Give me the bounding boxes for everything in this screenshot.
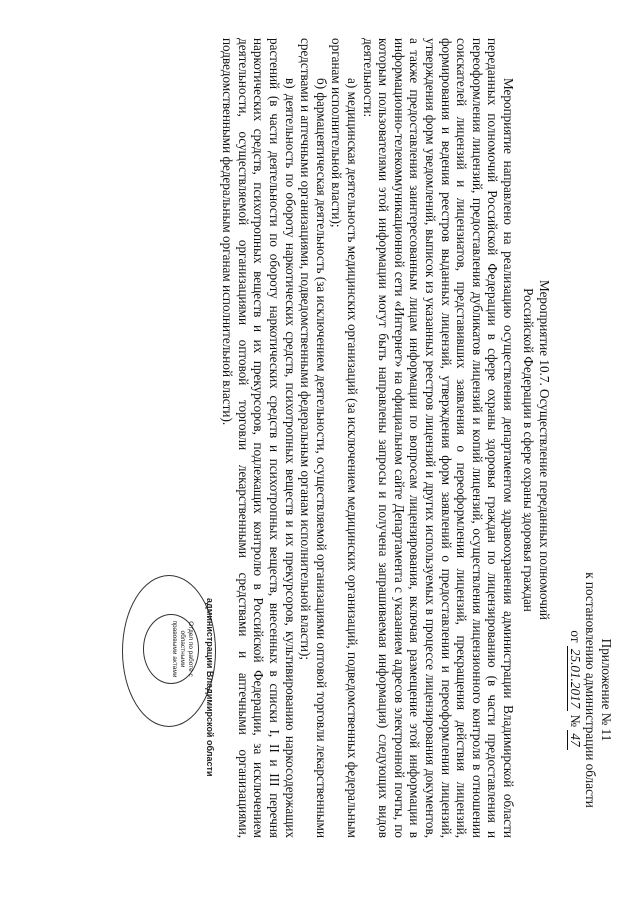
title-line-1: Мероприятие 10.7. Осуществление переданных полномочий — [537, 280, 552, 620]
number-value: 47 — [567, 730, 583, 749]
appendix-number: Приложение № 11 — [599, 638, 614, 742]
paragraph-c: в) деятельность по обороту наркотических средств, психотропных веществ и их прекурсоров, культивированию наркосодержащих растений (в части деятельности по обороту наркотических средств и психотропных веществ, внесенных в списки I, II и III перечня наркотических средств, психотропных веществ и их прекурсоров, подлежащих контролю в Российской Федерации, за исключением деятельности, осуществляемой организациями оптовой торговли лекарственными средствами и аптечными организациями, подведомственными федеральным органам исполнительной власти). — [220, 38, 298, 838]
document-title — [521, 170, 552, 730]
date-prefix: от — [567, 630, 583, 643]
rotated-sheet — [20, 20, 620, 880]
date-value: 25.01.2017 — [567, 646, 583, 711]
appendix-header — [567, 540, 614, 840]
paragraph-intro: Мероприятие направлено на реализацию осуществления департаментом здравоохранения администрации Владимирской области переданных полномочий Российской Федерации в сфере охраны здоровья граждан по лицензированию (в части предоставления и переоформления лицензий, предоставления дубликатов лицензий и копий лицензий, осуществления лицензионного контроля в отношении соискателей лицензий и лицензиатов, представивших заявления о переоформлении лицензий, прекращения действия лицензий, формирования и ведения реестров выданных лицензий, утверждения форм заявлений о предоставлении и переоформлении лицензий, утверждения форм уведомлений, выписок из указанных реестров лицензий и других используемых в процессе лицензирования документов, а также предоставления заинтересованным лицам информации по вопросам лицензирования, включая размещение этой информации в информационно-телекоммуникационной сети «Интернет» на официальном сайте Департамента с указанием адресов электронной почты, по которым пользователями этой информации могут быть направлены запросы и получена запрашиваемая информация) следующих видов деятельности: — [360, 38, 516, 838]
stamp-inner-text: Отдел по работе с областными правовыми актами — [143, 614, 199, 684]
resolution-line: к постановлению администрации области — [583, 572, 599, 808]
number-prefix: № — [567, 714, 583, 728]
stamp-ring-text: администрации Владимирской области — [205, 598, 215, 777]
title-line-2: Российской Федерации в сфере охраны здоровья граждан — [521, 288, 537, 612]
date-line — [567, 540, 583, 840]
paragraph-a: а) медицинская деятельность медицинских организаций (за исключением медицинских организаций, подведомственных федеральным органам исполнительной власти); — [329, 38, 361, 838]
official-stamp — [122, 575, 216, 777]
document-body — [220, 38, 516, 838]
paragraph-b: б) фармацевтическая деятельность (за исключением деятельности, осуществляемой организациями оптовой торговли лекарственными средствами и аптечными организациями, подведомственными федеральным органам исполнительной власти); — [298, 38, 329, 838]
